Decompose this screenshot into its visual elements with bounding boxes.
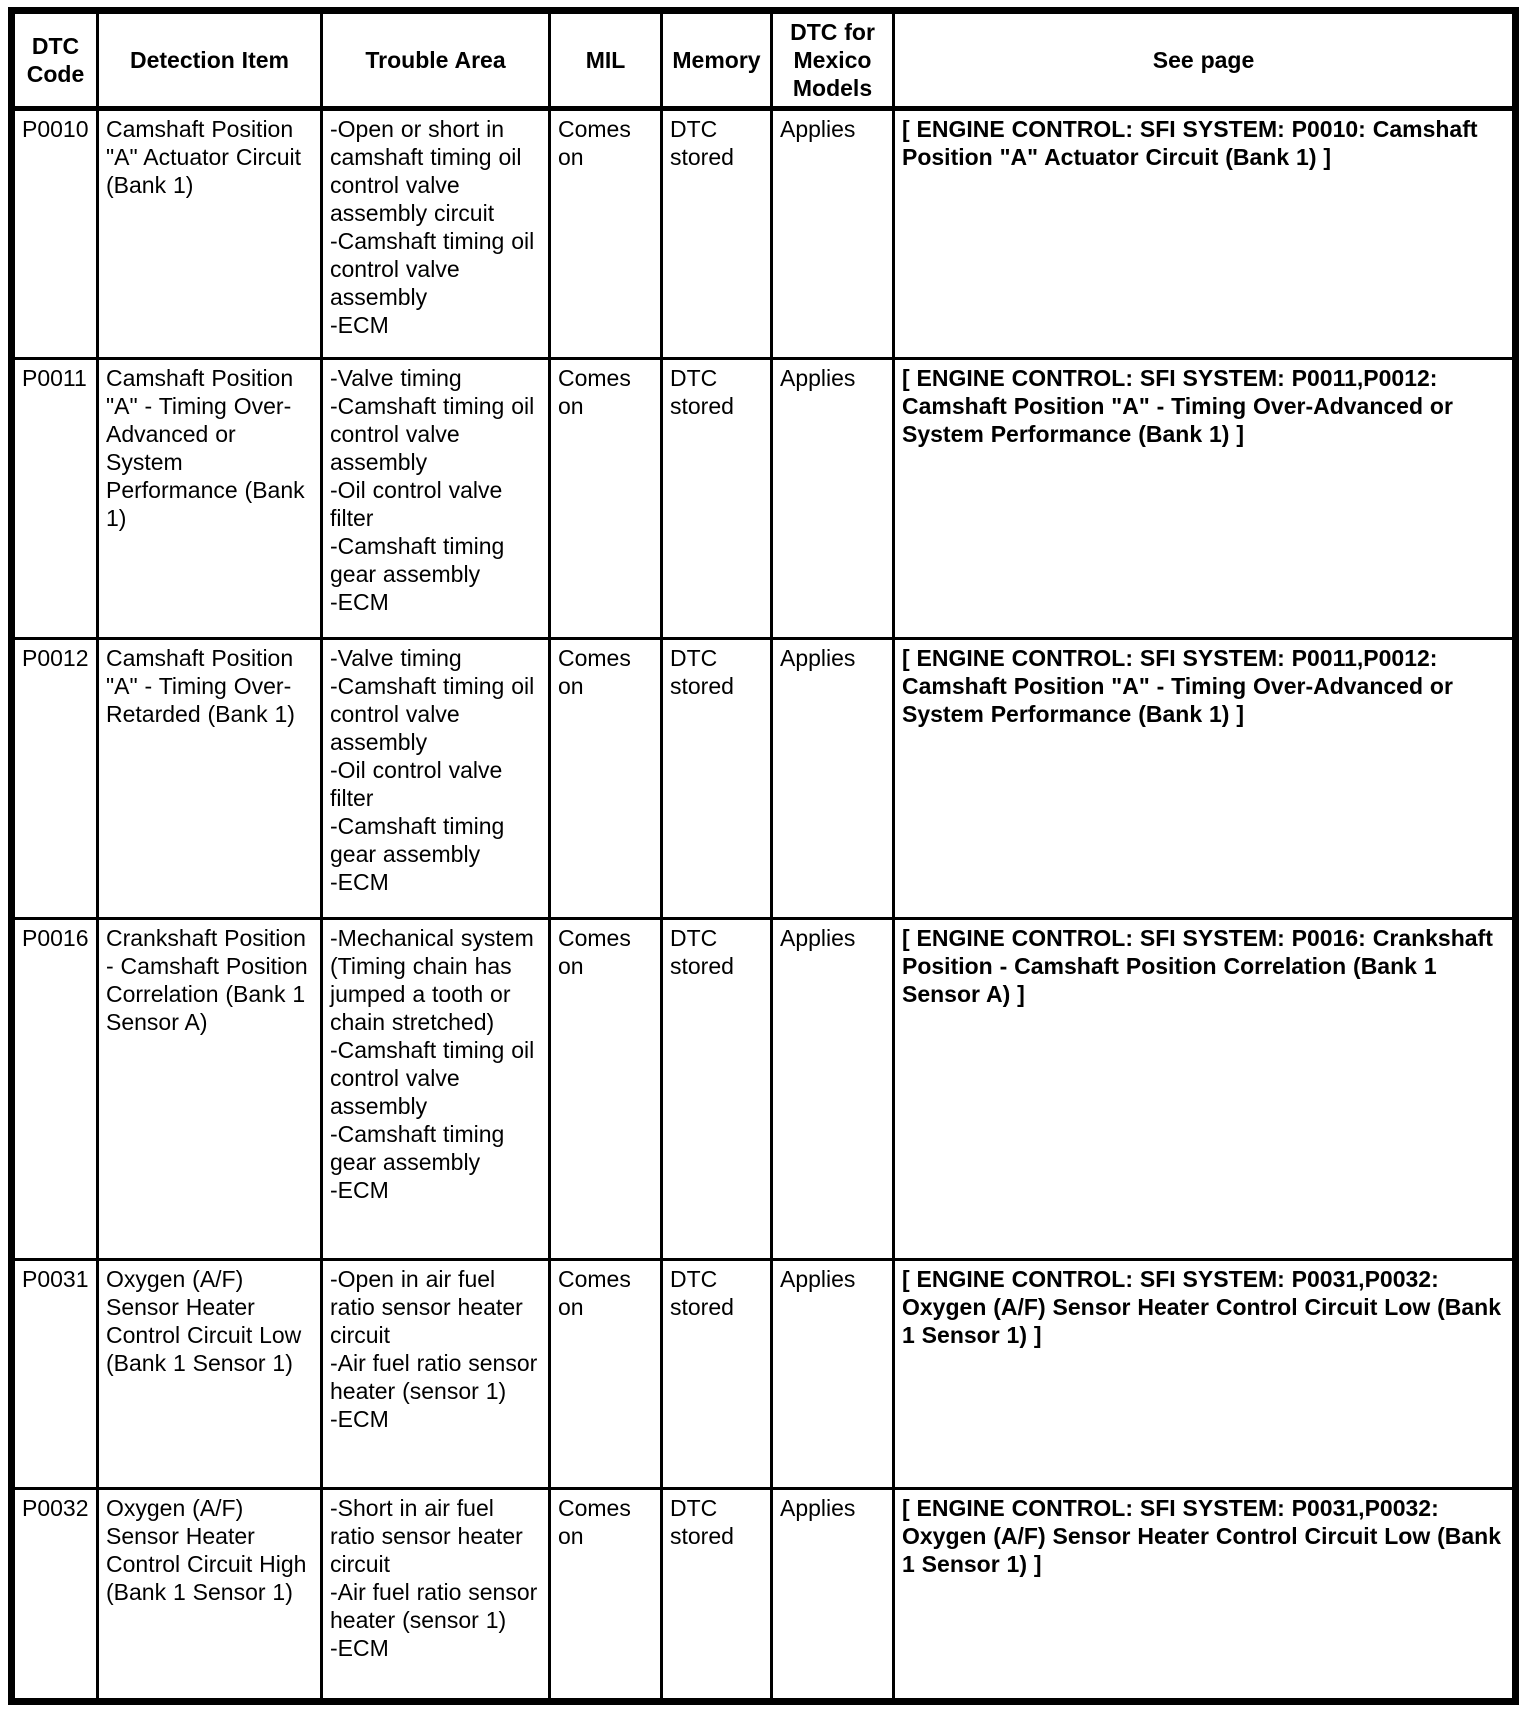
trouble-area-item: -Oil control valve filter — [330, 757, 503, 811]
memory-cell: DTC stored — [662, 919, 772, 1260]
memory-cell: DTC stored — [662, 639, 772, 919]
trouble-area-item: -Camshaft timing oil control valve assembly — [330, 673, 535, 755]
dtc-code-cell: P0032 — [12, 1489, 98, 1702]
detection-item-cell: Camshaft Position "A" Actuator Circuit (Bank 1) — [98, 109, 322, 359]
see-page-cell: [ ENGINE CONTROL: SFI SYSTEM: P0031,P0032: Oxygen (A/F) Sensor Heater Control Circuit Low (Bank 1 Sensor 1) ] — [894, 1489, 1516, 1702]
detection-item-cell: Oxygen (A/F) Sensor Heater Control Circuit Low (Bank 1 Sensor 1) — [98, 1260, 322, 1489]
memory-cell: DTC stored — [662, 1489, 772, 1702]
trouble-area-cell — [322, 109, 550, 359]
mil-cell: Comes on — [550, 109, 662, 359]
col-header-dtc-mexico: DTC for Mexico Models — [772, 11, 894, 109]
memory-cell: DTC stored — [662, 359, 772, 639]
mil-cell: Comes on — [550, 359, 662, 639]
dtc-code-cell: P0012 — [12, 639, 98, 919]
mexico-models-cell: Applies — [772, 639, 894, 919]
dtc-code-cell: P0031 — [12, 1260, 98, 1489]
detection-item-cell: Oxygen (A/F) Sensor Heater Control Circuit High (Bank 1 Sensor 1) — [98, 1489, 322, 1702]
see-page-cell: [ ENGINE CONTROL: SFI SYSTEM: P0011,P0012: Camshaft Position "A" - Timing Over-Advanced or System Performance (Bank 1) ] — [894, 359, 1516, 639]
dtc-code-cell: P0016 — [12, 919, 98, 1260]
detection-item-cell: Camshaft Position "A" - Timing Over-Advanced or System Performance (Bank 1) — [98, 359, 322, 639]
trouble-area-item: -ECM — [330, 312, 389, 338]
col-header-see-page: See page — [894, 11, 1516, 109]
trouble-area-cell — [322, 1489, 550, 1702]
trouble-area-cell — [322, 359, 550, 639]
detection-item-cell: Crankshaft Position - Camshaft Position Correlation (Bank 1 Sensor A) — [98, 919, 322, 1260]
col-header-trouble-area: Trouble Area — [322, 11, 550, 109]
trouble-area-item: -ECM — [330, 1177, 389, 1203]
mil-cell: Comes on — [550, 1260, 662, 1489]
trouble-area-item: -Camshaft timing oil control valve assembly — [330, 1037, 535, 1119]
trouble-area-item: -Oil control valve filter — [330, 477, 503, 531]
see-page-cell: [ ENGINE CONTROL: SFI SYSTEM: P0016: Crankshaft Position - Camshaft Position Correlation (Bank 1 Sensor A) ] — [894, 919, 1516, 1260]
col-header-detection-item: Detection Item — [98, 11, 322, 109]
trouble-area-item: -ECM — [330, 1635, 389, 1661]
dtc-table — [8, 7, 1519, 1705]
trouble-area-item: -Short in air fuel ratio sensor heater circuit — [330, 1495, 523, 1577]
trouble-area-item: -Mechanical system (Timing chain has jumped a tooth or chain stretched) — [330, 925, 534, 1035]
trouble-area-item: -Valve timing — [330, 365, 462, 391]
trouble-area-item: -Camshaft timing gear assembly — [330, 533, 505, 587]
mexico-models-cell: Applies — [772, 109, 894, 359]
trouble-area-cell — [322, 919, 550, 1260]
trouble-area-cell — [322, 639, 550, 919]
trouble-area-item: -Camshaft timing gear assembly — [330, 1121, 505, 1175]
see-page-cell: [ ENGINE CONTROL: SFI SYSTEM: P0011,P0012: Camshaft Position "A" - Timing Over-Advanced or System Performance (Bank 1) ] — [894, 639, 1516, 919]
dtc-code-cell: P0010 — [12, 109, 98, 359]
header-row — [12, 11, 1516, 109]
trouble-area-item: -Camshaft timing gear assembly — [330, 813, 505, 867]
detection-item-cell: Camshaft Position "A" - Timing Over-Retarded (Bank 1) — [98, 639, 322, 919]
trouble-area-item: -Camshaft timing oil control valve assembly — [330, 228, 535, 310]
table-row-p0012 — [12, 639, 1516, 919]
trouble-area-item: -ECM — [330, 1406, 389, 1432]
mil-cell: Comes on — [550, 919, 662, 1260]
col-header-mil: MIL — [550, 11, 662, 109]
trouble-area-item: -ECM — [330, 589, 389, 615]
trouble-area-item: -Open or short in camshaft timing oil control valve assembly circuit — [330, 116, 522, 226]
trouble-area-item: -Valve timing — [330, 645, 462, 671]
table-row-p0010 — [12, 109, 1516, 359]
mil-cell: Comes on — [550, 639, 662, 919]
mil-cell: Comes on — [550, 1489, 662, 1702]
table-row-p0032 — [12, 1489, 1516, 1702]
trouble-area-item: -Open in air fuel ratio sensor heater circuit — [330, 1266, 523, 1348]
col-header-memory: Memory — [662, 11, 772, 109]
mexico-models-cell: Applies — [772, 1260, 894, 1489]
memory-cell: DTC stored — [662, 109, 772, 359]
table-row-p0031 — [12, 1260, 1516, 1489]
mexico-models-cell: Applies — [772, 919, 894, 1260]
col-header-dtc-code: DTC Code — [12, 11, 98, 109]
table-row-p0016 — [12, 919, 1516, 1260]
table-row-p0011 — [12, 359, 1516, 639]
trouble-area-item: -Air fuel ratio sensor heater (sensor 1) — [330, 1579, 538, 1633]
mexico-models-cell: Applies — [772, 1489, 894, 1702]
trouble-area-item: -Camshaft timing oil control valve assembly — [330, 393, 535, 475]
trouble-area-item: -Air fuel ratio sensor heater (sensor 1) — [330, 1350, 538, 1404]
trouble-area-item: -ECM — [330, 869, 389, 895]
see-page-cell: [ ENGINE CONTROL: SFI SYSTEM: P0010: Camshaft Position "A" Actuator Circuit (Bank 1) ] — [894, 109, 1516, 359]
trouble-area-cell — [322, 1260, 550, 1489]
dtc-code-cell: P0011 — [12, 359, 98, 639]
memory-cell: DTC stored — [662, 1260, 772, 1489]
mexico-models-cell: Applies — [772, 359, 894, 639]
see-page-cell: [ ENGINE CONTROL: SFI SYSTEM: P0031,P0032: Oxygen (A/F) Sensor Heater Control Circuit Low (Bank 1 Sensor 1) ] — [894, 1260, 1516, 1489]
